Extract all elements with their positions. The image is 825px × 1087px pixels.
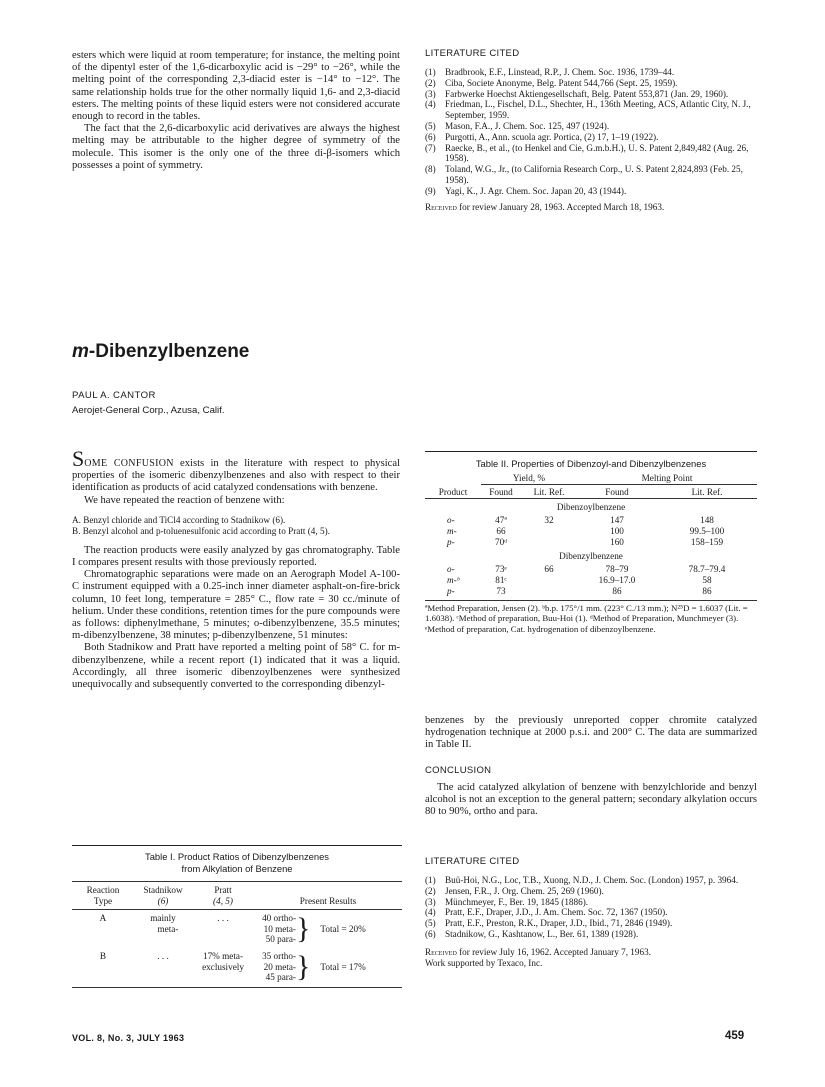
table-cell: m-ᵇ (447, 575, 460, 585)
reference-item (425, 132, 755, 143)
reference-item (425, 918, 757, 929)
total: Total = 17% (320, 961, 366, 972)
drop-cap: S (72, 446, 85, 471)
paragraph: esters which were liquid at room temperature; for instance, the melting point of the dipentyl ester of the 1,6-dicarboxylic acid is −29° to −26°, while the melting point of the corresponding 2,3-diacid ester is −14° to −12°. The same relationship holds true for the other normally liquid 1,6- and 2,3-diacid esters. The melting points of these liquid esters were not considered accurate enough to record in the tables. (72, 50, 400, 123)
paragraph: The reaction products were easily analyzed by gas chromatography. Table I compares present results with those previously reported. (72, 544, 400, 569)
section-heading: LITERATURE CITED (425, 856, 520, 867)
table-cell: 147 (610, 515, 624, 525)
paragraph: We have repeated the reaction of benzene with: (84, 494, 285, 506)
reference-item (425, 89, 755, 100)
table-cell: 100 (610, 526, 624, 536)
reference-text: Buü-Hoi, N.G., Loc, T.B., Xuong, N.D., J. Chem. Soc. (London) 1957, p. 3964. (445, 875, 739, 885)
reference-list (425, 875, 757, 940)
conclusion-heading: CONCLUSION (425, 765, 492, 776)
table-cell: 78–79 (605, 564, 629, 574)
table-cell: 47ª (495, 515, 507, 525)
table-row: B . . . 17% meta- exclusively 35 ortho- 20 meta- 45 para- } Total = 17% (99, 949, 366, 983)
reference-number: (6) (425, 131, 436, 142)
journal-footer: VOL. 8, No. 3, JULY 1963 (72, 1033, 185, 1043)
reference-item (425, 886, 757, 897)
table-cell (521, 526, 577, 537)
lead-rest: exists in the literature with respect to physical properties of the isomeric dibenzylbenzenes and also with respect to their identification as products of acid catalyzed condensations with benzene. (72, 458, 400, 494)
conclusion-paragraph: The acid catalyzed alkylation of benzene with benzylchloride and benzyl alcohol is not an exception to the general pattern; secondary alkylation occurs 80 to 90%, ortho and para. (425, 782, 757, 818)
reference-list (425, 67, 755, 197)
list-item: B. Benzyl alcohol and p-toluenesulfonic acid according to Pratt (4, 5). (72, 525, 330, 536)
reference-item (425, 929, 757, 940)
reference-text: Mason, F.A., J. Chem. Soc. 125, 497 (1924). (445, 120, 610, 131)
table-cell: 81ᶜ (495, 575, 507, 585)
table-rule (72, 845, 402, 846)
reference-number: (3) (425, 896, 436, 907)
brace-icon: } (296, 949, 311, 983)
paragraph: Chromatographic separations were made on an Aerograph Model A-100-C instrument equipped with a 0.25-inch inner diameter asphalt-on-fire-brick column, 10 feet long, temperature = 285° C., flow rate = 30 cc./minute of helium. Under these conditions, retention times for the pure compounds were as follows: diphenylmethane, 5 minutes; o-dibenzylbenzene, 35.5 minutes; m-dibenzylbenzene, 38 minutes; p-dibenzylbenzene, 51 minutes: (72, 569, 400, 642)
table-row (425, 537, 757, 548)
received-text: for review January 28, 1963. Accepted March 18, 1963. (456, 201, 665, 212)
table-caption: Table II. Properties of Dibenzoyl-and Dibenzylbenzenes (475, 458, 707, 469)
table-cell: o- (447, 515, 455, 525)
reference-number: (6) (425, 928, 436, 939)
reference-text: Pratt, E.F., Draper, J.D., J. Am. Chem. Soc. 72, 1367 (1950). (445, 907, 668, 918)
author: PAUL A. CANTOR (72, 390, 156, 401)
col-header: Present Results (299, 895, 357, 906)
literature-cited-1 (425, 48, 755, 212)
reference-item (425, 875, 757, 886)
table-cell (521, 586, 577, 597)
paragraph: Both Stadnikow and Pratt have reported a melting point of 58° C. for m-dibenzylbenzene, while a recent report (1) indicated that it was a liquid. Accordingly, all three isomeric dibenzoylbenzenes were synthesized unequivocally and subsequently converted to the corresponding dibenzyl- (72, 642, 400, 691)
reference-number: (9) (425, 185, 436, 196)
column-header: Lit. Ref. (657, 485, 757, 499)
right-body (425, 715, 757, 752)
paragraph: benzenes by the previously unreported copper chromite catalyzed hydrogenation technique at 2000 p.s.i. and 200° C. The data are summarized in Table II. (425, 715, 757, 751)
received-note (425, 202, 755, 213)
reference-text: Purgotti, A., Ann. scuola agr. Portica, (2) 17, 1–19 (1922). (445, 131, 659, 142)
reference-text: Toland, W.G., Jr., (to California Research Corp., U. S. Patent 2,824,893 (Feb. 25, 1958). (445, 164, 743, 185)
total: Total = 20% (320, 923, 366, 934)
reference-text: Pratt, E.F., Preston, R.K., Draper, J.D., Ibid., 71, 2846 (1949). (445, 918, 673, 929)
table-row (425, 526, 757, 537)
table-row (425, 575, 757, 586)
reference-number: (1) (425, 67, 436, 77)
reference-number: (8) (425, 164, 436, 175)
column-header: Product (425, 485, 481, 499)
table-cell: 148 (700, 515, 714, 525)
reference-text: Münchmeyer, F., Ber. 19, 1845 (1886). (445, 896, 589, 907)
table-cell: m- (447, 526, 457, 536)
reference-text: Farbwerke Hoechst Aktiengesellschaft, Belg. Patent 553,871 (Jan. 29, 1960). (445, 88, 729, 99)
table-cell: 86 (702, 586, 712, 596)
table-row (425, 586, 757, 597)
continued-text (72, 50, 400, 172)
table-cell (521, 537, 577, 548)
left-body (72, 446, 400, 691)
received-label: Received (425, 201, 457, 212)
reference-item (425, 186, 755, 197)
article-title: m-Dibenzylbenzene (72, 341, 250, 362)
list-item: A. Benzyl chloride and TiCl4 according to Stadnikow (6). (72, 514, 286, 525)
reference-text: Ciba, Societe Anonyme, Belg. Patent 544,766 (Sept. 25, 1959). (445, 77, 678, 88)
table-2 (425, 458, 757, 634)
table-cell: p- (447, 586, 455, 596)
group-header: Yield, % (481, 473, 577, 485)
table-cell: 16.9–17.0 (598, 575, 636, 585)
table-cell: 66 (544, 564, 554, 574)
reference-number: (3) (425, 88, 436, 99)
brace-icon: } (296, 912, 311, 946)
reference-text: Raecke, B., et al., (to Henkel and Cie, G.m.b.H.), U. S. Patent 2,849,482 (Aug. 26, 1958). (445, 142, 749, 164)
table-cell: 99.5–100 (689, 526, 725, 536)
table-cell: 73ᵉ (495, 564, 507, 574)
reference-number: (5) (425, 120, 436, 131)
received-note (425, 947, 757, 958)
section-heading: LITERATURE CITED (425, 48, 520, 59)
table-cell: 70ᵈ (494, 537, 508, 547)
table-rule (425, 451, 757, 452)
reference-text: Yagi, K., J. Agr. Chem. Soc. Japan 20, 43 (1944). (445, 185, 627, 196)
affiliation: Aerojet-General Corp., Azusa, Calif. (72, 405, 225, 416)
col-header: Pratt (4, 5) (213, 885, 233, 906)
reference-number: (2) (425, 885, 436, 896)
column-header: Found (577, 485, 657, 499)
reference-item (425, 907, 757, 918)
reference-item (425, 143, 755, 165)
reference-number: (7) (425, 142, 436, 153)
table-cell: o- (447, 564, 455, 574)
table-cell: 58 (702, 575, 712, 585)
table-cell (521, 575, 577, 586)
table-row (425, 515, 757, 526)
reference-item (425, 99, 755, 121)
method-list (72, 515, 400, 537)
received-text: for review July 16, 1962. Accepted January 7, 1963. (456, 946, 651, 957)
received-label: Received (425, 946, 457, 957)
reference-text: Jensen, F.R., J. Org. Chem. 25, 269 (1960). (445, 885, 604, 896)
reference-number: (2) (425, 77, 436, 88)
table-footnote: ªMethod Preparation, Jensen (2). ᵇb.p. 175°/1 mm. (223° C./13 mm.); N²⁵D = 1.6037 (Lit. = 1.6038). ᶜMethod of preparation, Buu-Hoi (1). ᵈMethod of Preparation, Munchmeyer (3). ᵉMethod of preparation, Cat. hydrogenation of dibenzoylbenzene. (425, 600, 757, 634)
table-cell: 32 (544, 515, 554, 525)
support-note: Work supported by Texaco, Inc. (425, 957, 543, 968)
section-label: Dibenzoylbenzene (556, 502, 626, 512)
table-cell: p- (447, 537, 455, 547)
column-header: Found (481, 485, 521, 499)
lead-caps: OME CONFUSION (84, 458, 174, 469)
page-number: 459 (725, 1030, 745, 1042)
table-row (425, 564, 757, 575)
table-1-grid (72, 881, 402, 988)
caption-line: Table I. Product Ratios of Dibenzylbenzenes (145, 851, 329, 862)
reference-item (425, 67, 755, 78)
reference-text: Stadnikow, G., Kashtanow, L., Ber. 61, 1389 (1928). (445, 928, 639, 939)
reference-item (425, 164, 755, 186)
table-cell: 66 (496, 526, 506, 536)
reference-item (425, 78, 755, 89)
conclusion-text-block (425, 782, 757, 819)
literature-cited-2 (425, 856, 757, 968)
lead-paragraph (72, 446, 400, 495)
table-cell: 158–159 (690, 537, 724, 547)
reference-text: Bradbrook, E.F., Linstead, R.P., J. Chem. Soc. 1936, 1739–44. (445, 67, 675, 77)
reference-number: (5) (425, 918, 436, 929)
table-2-grid (425, 473, 757, 597)
table-cell: 160 (610, 537, 624, 547)
section-label: Dibenzylbenzene (559, 551, 623, 561)
reference-number: (4) (425, 99, 436, 110)
table-cell: 78.7–79.4 (688, 564, 726, 574)
reference-number: (4) (425, 907, 436, 918)
table-cell: 86 (612, 586, 622, 596)
group-header: Melting Point (577, 473, 757, 485)
col-header: Reaction Type (86, 885, 120, 906)
column-header: Lit. Ref. (521, 485, 577, 499)
table-1 (72, 851, 402, 988)
reference-text: Friedman, L., Fischel, D.L., Shechter, H., 136th Meeting, ACS, Atlantic City, N. J., September, 1959. (445, 99, 751, 121)
caption-line: from Alkylation of Benzene (181, 863, 293, 874)
col-header: Stadnikow (6) (143, 885, 183, 906)
table-caption (72, 851, 402, 875)
reference-item (425, 897, 757, 908)
reference-item (425, 121, 755, 132)
table-row: A mainly meta- . . . 40 ortho- 10 meta- 50 para- } Total = 20% (99, 912, 366, 946)
title-rest: -Dibenzylbenzene (88, 341, 250, 362)
table-cell: 73 (496, 586, 506, 596)
paragraph: The fact that the 2,6-dicarboxylic acid derivatives are always the highest melting may be attributable to the higher degree of symmetry of the molecule. This isomer is the only one of the three di-β-isomers which possesses a point of symmetry. (72, 123, 400, 171)
reference-number: (1) (425, 875, 436, 885)
